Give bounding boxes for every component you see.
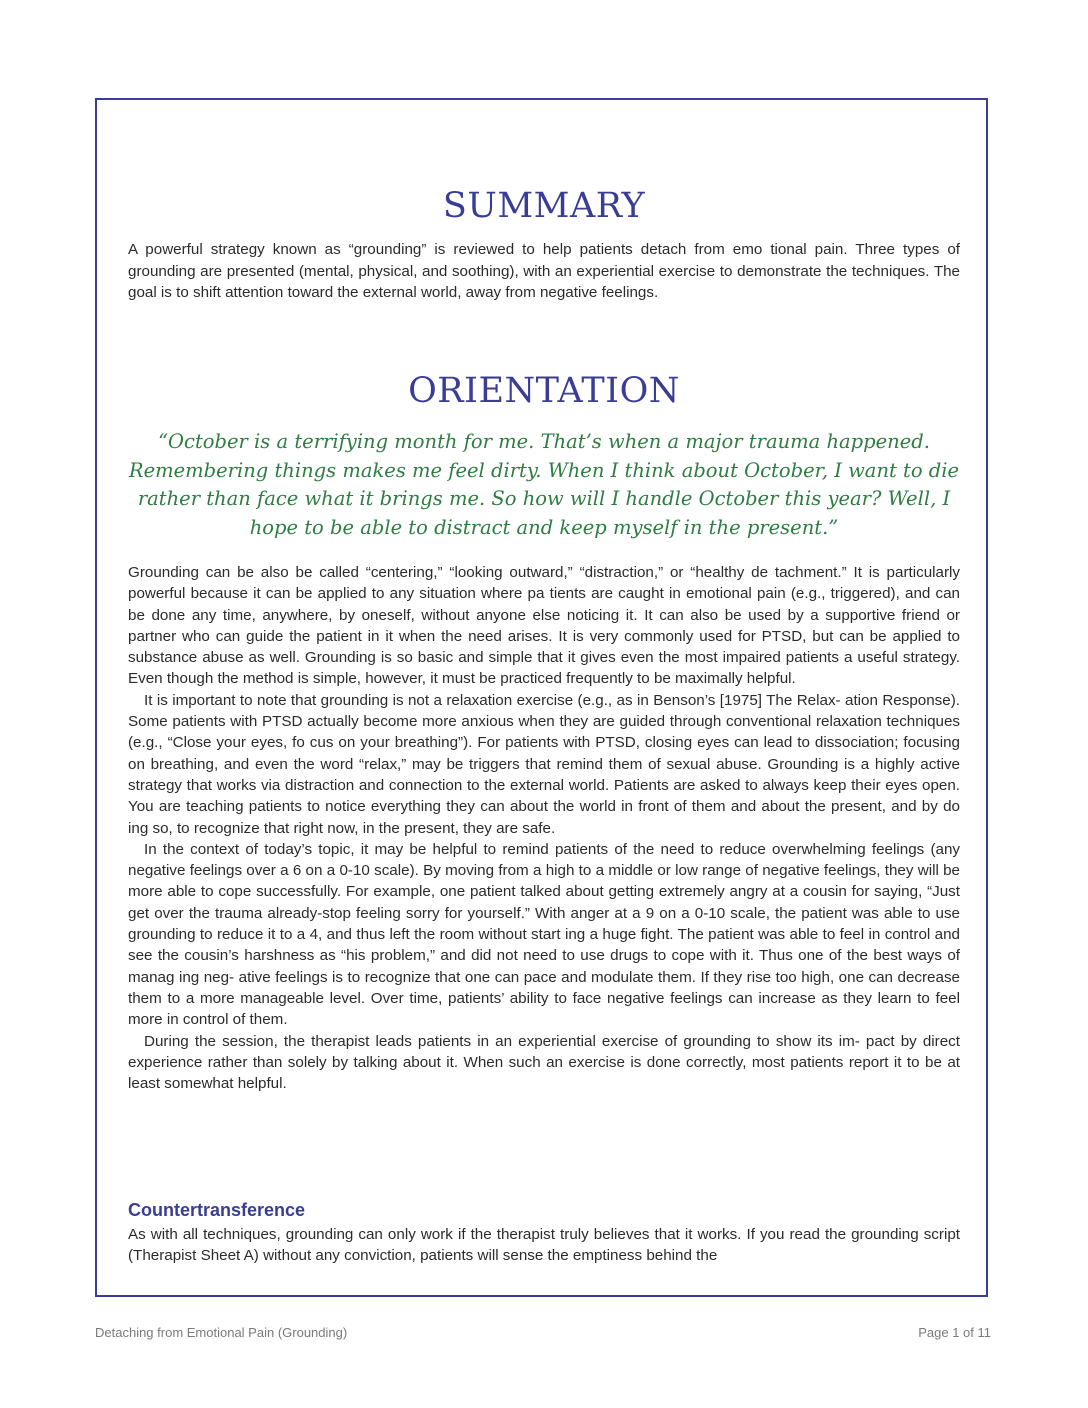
summary-text: A powerful strategy known as “grounding” is reviewed to help patients detach from emo tional pain. Three types of grounding are presented (mental, physical, and soothing), with an experiential exercise to demonstrate the techniques. The goal is to shift attention toward the external world, away from negative feelings. — [128, 241, 960, 301]
summary-heading: SUMMARY — [442, 186, 646, 226]
paragraph: Grounding can be also be called “centering,” “looking outward,” “distraction,” or “healthy de tachment.” It is particularly powerful because it can be applied to any situation where pa tients are caught in emotional pain (e.g., triggered), and can be done any time, anywhere, by oneself, without anyone else noticing it. It can also be used by a supportive friend or partner who can guide the patient in it when the need arises. It is very commonly used for PTSD, but can be applied to substance abuse as well. Grounding is so basic and simple that it gives even the most impaired patients a useful strategy. Even though the method is simple, however, it must be practiced frequently to be maximally helpful. — [128, 564, 960, 688]
orientation-body — [128, 562, 960, 1094]
footer-document-title: Detaching from Emotional Pain (Grounding) — [95, 1325, 348, 1340]
paragraph: During the session, the therapist leads patients in an experiential exercise of grounding to show its im- pact by direct experience rather than solely by talking about it. When such an exercise is done correctly, most patients report it to be at least somewhat helpful. — [128, 1032, 960, 1093]
footer-page-number: Page 1 of 11 — [918, 1325, 991, 1340]
orientation-heading: ORIENTATION — [408, 371, 680, 411]
countertransference-heading: Countertransference — [128, 1200, 306, 1220]
countertransference-text: As with all techniques, grounding can only work if the therapist truly believes that it works. If you read the grounding script (Therapist Sheet A) without any conviction, patients will sense the emptiness behind the — [128, 1226, 960, 1265]
paragraph: It is important to note that grounding is not a relaxation exercise (e.g., as in Benson’s [1975] The Relax- ation Response). Some patients with PTSD actually become more anxious when they are guided through conventional relaxation techniques (e.g., “Close your eyes, fo cus on your breathing”). For patients with PTSD, closing eyes can lead to dissociation; focusing on breathing, and even the word “relax,” may be triggers that remind them of sexual abuse. Grounding is a highly active strategy that works via distraction and connection to the external world. Patients are asked to always keep their eyes open. You are teaching patients to notice everything they can about the world in front of them and about the present, and by do ing so, to recognize that right now, in the present, they are safe. — [128, 691, 960, 837]
patient-quote: “October is a terrifying month for me. That’s when a major trauma happened. Remembering things makes me feel dirty. When I think about October, I want to die rather than face what it brings me. So how will I handle October this year? Well, I hope to be able to distract and keep myself in the present.” — [128, 430, 960, 539]
paragraph: In the context of today’s topic, it may be helpful to remind patients of the need to reduce overwhelming feelings (any negative feelings over a 6 on a 0-10 scale). By moving from a high to a middle or low range of negative feelings, they will be more able to cope successfully. For example, one patient talked about getting extremely angry at a cousin for saying, “Just get over the trauma already-stop feeling sorry for yourself.” With anger at a 9 on a 0-10 scale, the patient was able to use grounding to reduce it to a 4, and thus left the room without start ing a huge fight. The patient was able to feel in control and see the cousin’s harshness as “his problem,” and did not need to use drugs to cope with it. Thus one of the best ways of manag ing neg- ative feelings is to recognize that one can pace and modulate them. If they rise too high, one can decrease them to a more manageable level. Over time, patients’ ability to face negative feelings can increase as they learn to feel more in control of them. — [128, 840, 960, 1029]
